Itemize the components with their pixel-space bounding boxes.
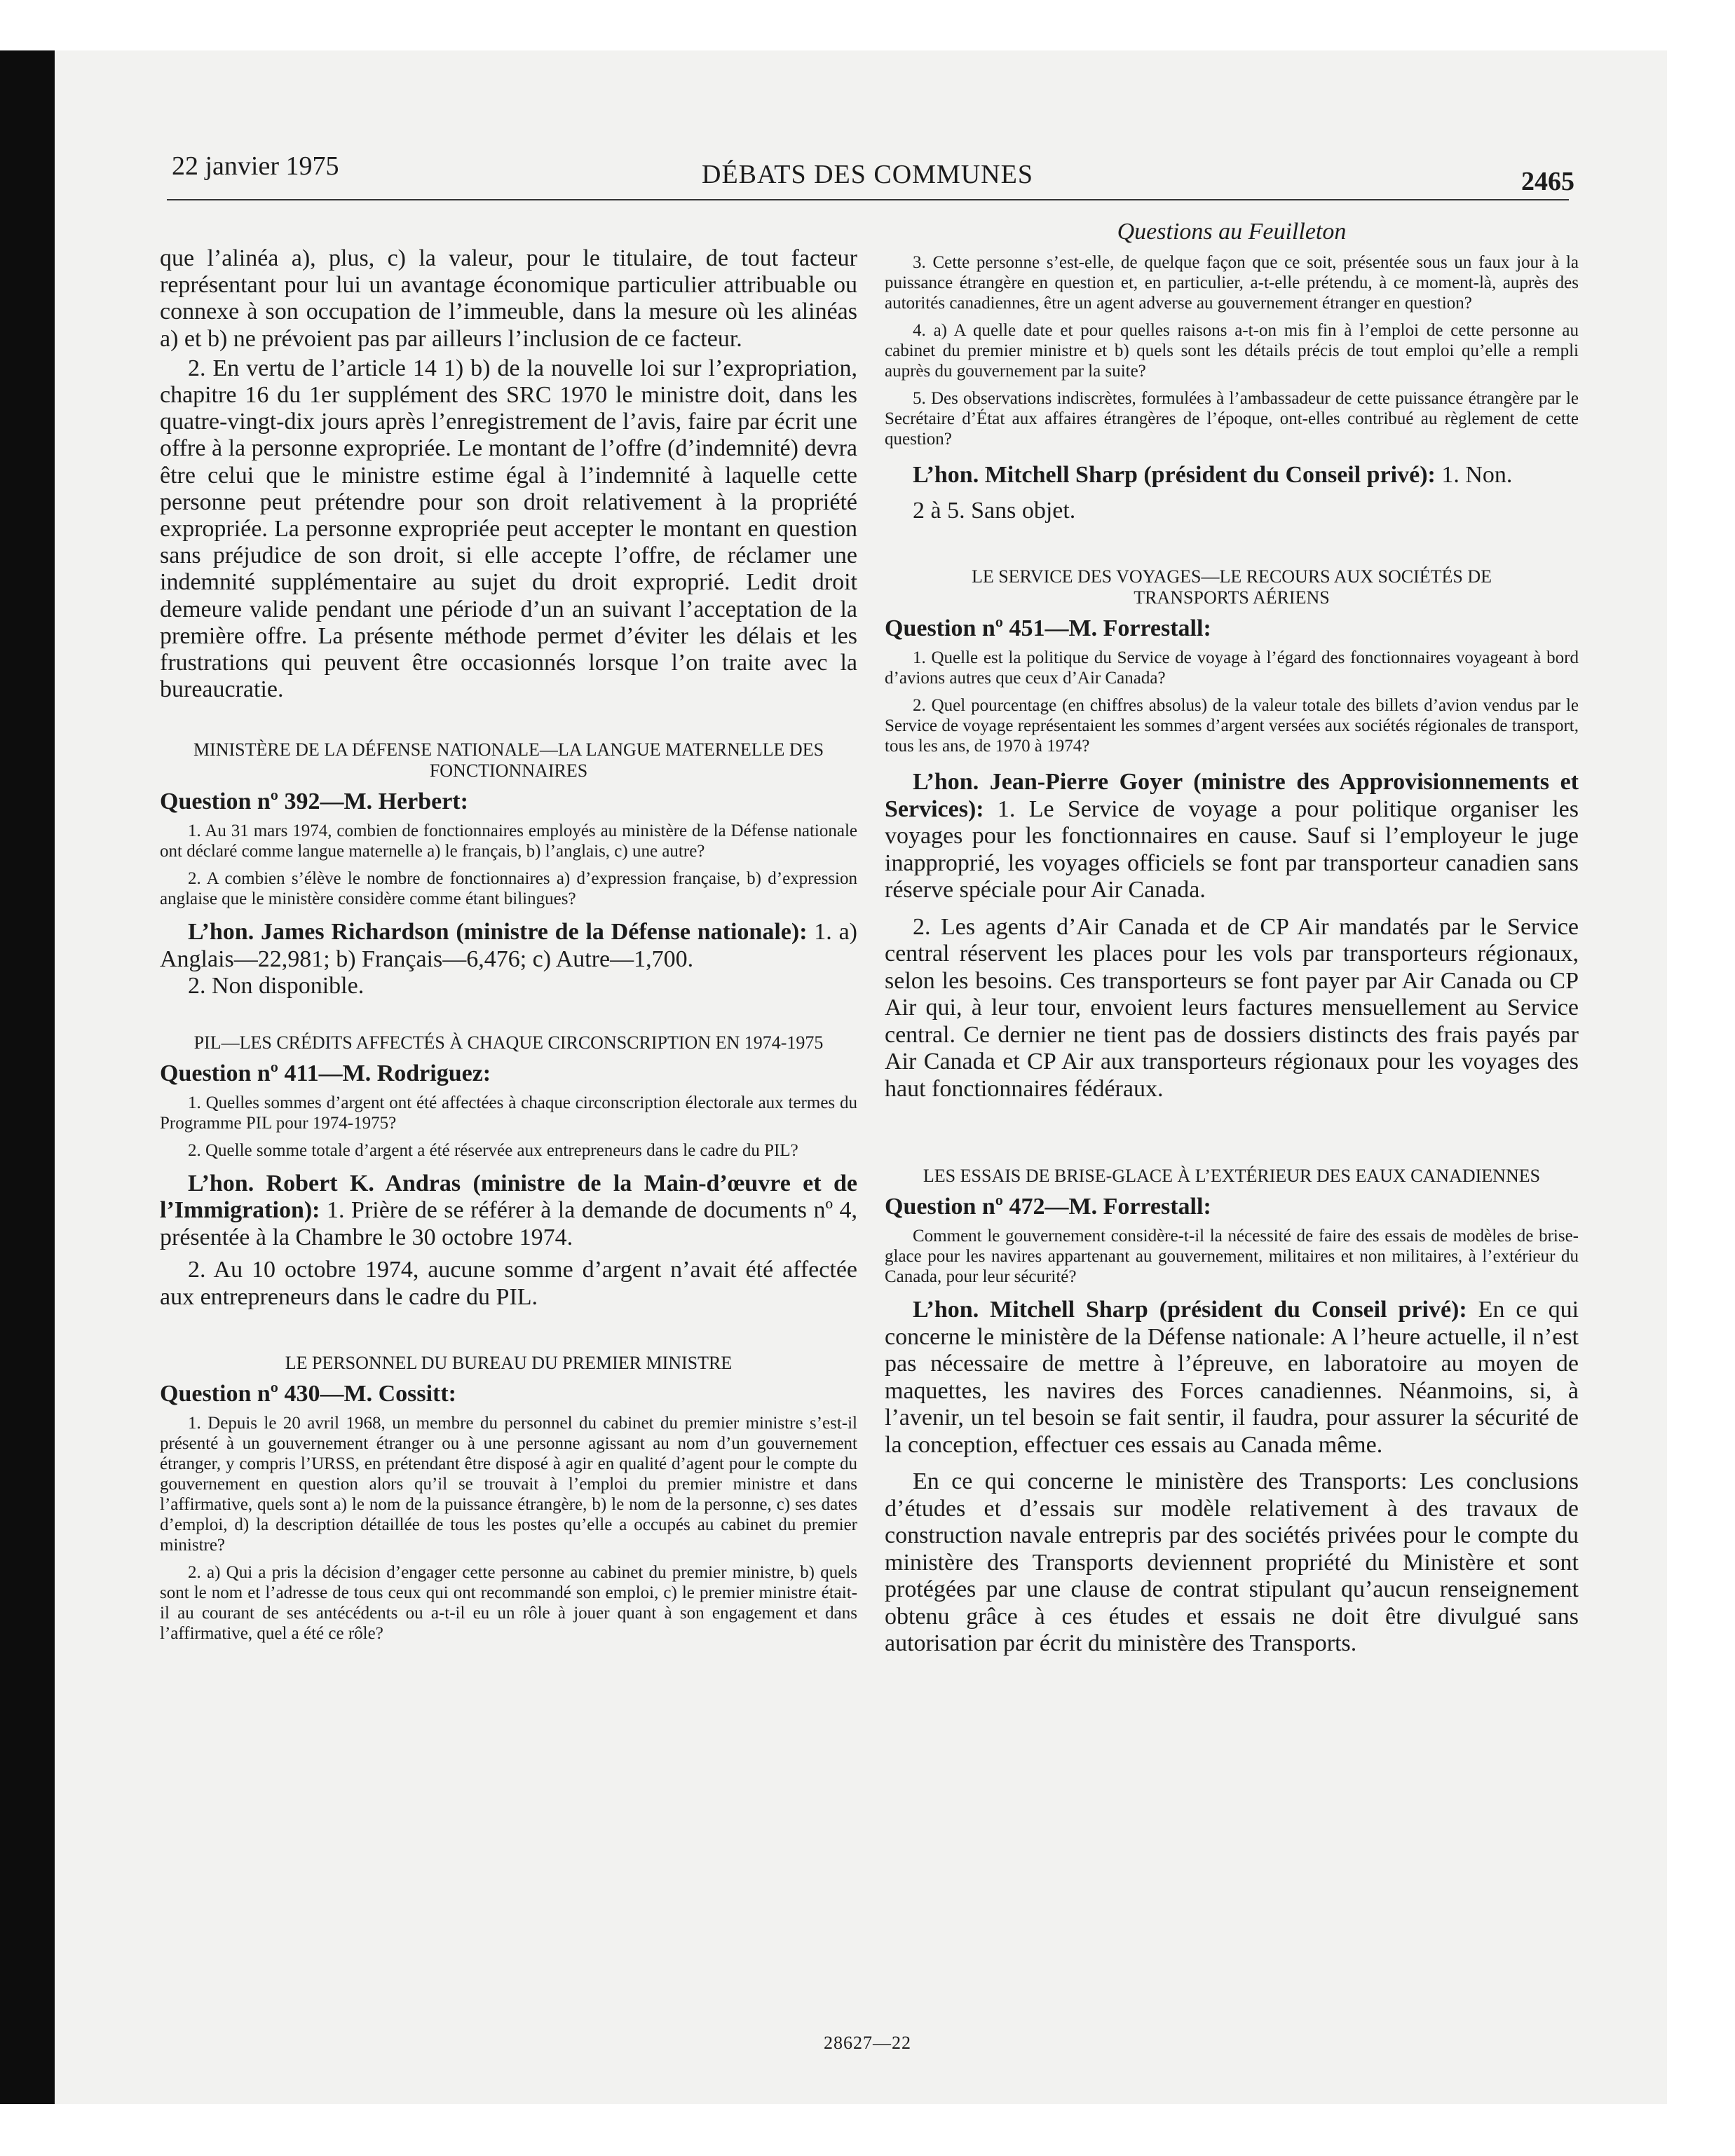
question-text: 3. Cette personne s’est-elle, de quelque façon que ce soit, présentée sous un faux jour à la puissance étrangère en question et, en particulier, a-t-elle prétendu, à ce moment-là, auprès des autorités canadiennes, être un agent adverse au gouvernement étranger en question?: [885, 253, 1579, 313]
answer: 2. Les agents d’Air Canada et de CP Air mandatés par le Service central réservent les places pour les vols par transporteurs régionaux, selon les besoins. Ces transporteurs se font payer par Air Canada ou CP Air qui, à leur tour, envoient leurs factures mensuellement au Service central. Ce dernier ne tient pas de dossiers distincts des frais payés par Air Canada et CP Air aux transporteurs régionaux pour les voyages des haut fonctionnaires fédéraux.: [885, 913, 1579, 1102]
answer: 2. Au 10 octobre 1974, aucune somme d’argent n’avait été affectée aux entrepreneurs dans le cadre du PIL.: [160, 1257, 857, 1310]
question-heading: [160, 1381, 857, 1407]
right-column: [885, 210, 1579, 1658]
question-label: Question nº 411—M. Rodriguez:: [160, 1060, 491, 1086]
speaker: L’hon. Mitchell Sharp (président du Conseil privé):: [913, 1297, 1467, 1323]
answer-text: 1. Non.: [1441, 462, 1513, 488]
question-text: 2. Quelle somme totale d’argent a été réservée aux entrepreneurs dans le cadre du PIL?: [188, 1140, 798, 1160]
answer: 2 à 5. Sans objet.: [913, 497, 1076, 524]
header-rule: [167, 199, 1569, 200]
answer-text: 1. Prière de se référer à la demande de documents nº 4, présentée à la Chambre le 30 octobre 1974.: [160, 1197, 858, 1250]
header-title: DÉBATS DES COMMUNES: [702, 160, 1033, 189]
section-heading: Questions au Feuilleton: [1117, 219, 1347, 245]
question-text: 2. A combien s’élève le nombre de fonctionnaires a) d’expression française, b) d’expression anglaise que le ministère considère comme étant bilingues?: [160, 869, 857, 909]
answer: [885, 1297, 1579, 1459]
question-heading: [885, 615, 1579, 642]
scan-edge-left: [0, 50, 55, 2104]
question-text: 1. Au 31 mars 1974, combien de fonctionnaires employés au ministère de la Défense nationale ont déclaré comme langue maternelle a) le français, b) l’anglais, c) une autre?: [160, 821, 857, 861]
header-date: 22 janvier 1975: [172, 151, 339, 181]
speaker: L’hon. James Richardson (ministre de la Défense nationale):: [188, 919, 808, 946]
answer: [160, 919, 857, 973]
question-heading: [160, 1060, 857, 1087]
question-text: 4. a) A quelle date et pour quelles raisons a-t-on mis fin à l’emploi de cette personne au cabinet du premier ministre et b) quels sont les détails précis de tout emploi qu’elle a rempli auprès du gouvernement par la suite?: [885, 321, 1579, 381]
answer: En ce qui concerne le ministère des Transports: Les conclusions d’études et d’essais sur modèle relativement à des travaux de construction navale entrepris par des sociétés privées pour le compte du ministère des Transports deviennent propriété du Ministère et sont protégées par une clause de contrat stipulant qu’aucun renseignement obtenu grâce à ces études et essais ne doit être divulgué sans autorisation par écrit du ministère des Transports.: [885, 1468, 1579, 1656]
question-text: Comment le gouvernement considère-t-il la nécessité de faire des essais de modèles de brise-glace pour les navires appartenant au gouvernement, militaires et non militaires, à l’extérieur du Canada, pour leur sécurité?: [885, 1227, 1579, 1286]
speaker: L’hon. Robert K. Andras (ministre de la Main-d’œuvre et de l’Immigration):: [160, 1170, 857, 1224]
question-text: 1. Depuis le 20 avril 1968, un membre du personnel du cabinet du premier ministre s’est-il présenté à un gouvernement étranger ou à une personne agissant au nom d’un gouvernement étranger, y compris l’URSS, en prétendant être disposé à agir en qualité d’agent pour le compte du gouvernement en question alors qu’il se trouvait à l’emploi du premier ministre et dans l’affirmative, quels sont a) le nom de la puissance étrangère, b) le nom de la personne, c) ses dates d’emploi, d) la description détaillée de tous les postes qu’elle a occupés au cabinet du premier ministre?: [160, 1414, 857, 1555]
answer-text: En ce qui concerne le ministère de la Défense nationale: A l’heure actuelle, il n’est pas nécessaire de mettre à l’épreuve, en laboratoire au moyen de maquettes, les navires des Forces canadiennes. Néanmoins, si, à l’avenir, un tel besoin se fait sentir, il faudra, pour assurer la sécurité de la conception, effectuer ces essais au Canada même.: [885, 1297, 1579, 1458]
answer: [885, 769, 1579, 904]
answer: 2. Non disponible.: [188, 973, 365, 999]
section-title: LES ESSAIS DE BRISE-GLACE À L’EXTÉRIEUR DES EAUX CANADIENNES: [923, 1166, 1541, 1186]
answer-text: 1. a) Anglais—22,981; b) Français—6,476; c) Autre—1,700.: [160, 919, 857, 972]
speaker: L’hon. Mitchell Sharp (président du Conseil privé):: [913, 462, 1436, 488]
question-label: Question nº 430—M. Cossitt:: [160, 1381, 457, 1407]
section-title: MINISTÈRE DE LA DÉFENSE NATIONALE—LA LANGUE MATERNELLE DES FONCTIONNAIRES: [193, 739, 824, 782]
question-label: Question nº 392—M. Herbert:: [160, 789, 468, 815]
answer-text: 1. Le Service de voyage a pour politique organiser les voyages pour les fonctionnaires en cause. Sauf si l’employeur le juge inapproprié, les voyages officiels se font par transporteur canadien sans réserve spéciale pour Air Canada.: [885, 796, 1579, 903]
header-page-number: 2465: [1521, 167, 1574, 196]
footer-code: 28627—22: [824, 2033, 911, 2053]
scan-margin-top: [0, 0, 1735, 50]
paragraph: 2. En vertu de l’article 14 1) b) de la nouvelle loi sur l’expropriation, chapitre 16 du 1er supplément des SRC 1970 le ministre doit, dans les quatre-vingt-dix jours après l’enregistrement de l’avis, faire par écrit une offre à la personne expropriée. Le montant de l’offre (d’indemnité) devra être celui que le ministre estime égal à l’indemnité à laquelle cette personne peut prétendre pour son droit relativement à la propriété expropriée. La personne expropriée peut accepter le montant en question sans préjudice de son droit, si elle accepte l’offre, de réclamer une indemnité supplémentaire au sujet du droit exproprié. Ledit droit demeure valide pendant une période d’un an suivant l’acceptation de la première offre. La présente méthode permet d’éviter les délais et les frustrations qui peuvent être occasionnés lorsque l’on traite avec la bureaucratie.: [160, 355, 857, 703]
question-label: Question nº 472—M. Forrestall:: [885, 1194, 1211, 1220]
question-label: Question nº 451—M. Forrestall:: [885, 615, 1211, 641]
left-column: [160, 210, 857, 1651]
question-text: 1. Quelles sommes d’argent ont été affectées à chaque circonscription électorale aux termes du Programme PIL pour 1974-1975?: [160, 1093, 857, 1133]
answer: [885, 462, 1579, 489]
section-title: PIL—LES CRÉDITS AFFECTÉS À CHAQUE CIRCONSCRIPTION EN 1974-1975: [193, 1032, 824, 1053]
paragraph: que l’alinéa a), plus, c) la valeur, pour le titulaire, de tout facteur représentant pour lui un avantage économique particulier attribuable ou connexe à son occupation de l’immeuble, dans la mesure où les alinéas a) et b) ne prévoient pas par ailleurs l’inclusion de ce facteur.: [160, 245, 857, 352]
question-text: 2. Quel pourcentage (en chiffres absolus) de la valeur totale des billets d’avion vendus par le Service de voyage représentaient les sommes d’argent versées aux sociétés régionales de transport, tous les ans, de 1970 à 1974?: [885, 696, 1579, 756]
speaker: L’hon. Jean-Pierre Goyer (ministre des Approvisionnements et Services):: [885, 769, 1579, 822]
question-text: 2. a) Qui a pris la décision d’engager cette personne au cabinet du premier ministre, b) quels sont le nom et l’adresse de tous ceux qui ont recommandé son emploi, c) le premier ministre était-il au courant de ses antécédents ou a-t-il eu un rôle à jouer quant à son engagement et dans l’affirmative, quel a été ce rôle?: [160, 1563, 857, 1644]
question-text: 1. Quelle est la politique du Service de voyage à l’égard des fonctionnaires voyageant à bord d’avions autres que ceux d’Air Canada?: [885, 648, 1579, 688]
section-title: LE PERSONNEL DU BUREAU DU PREMIER MINISTRE: [285, 1353, 733, 1374]
question-heading: [885, 1194, 1579, 1220]
question-heading: [160, 789, 857, 815]
section-title: LE SERVICE DES VOYAGES—LE RECOURS AUX SOCIÉTÉS DE TRANSPORTS AÉRIENS: [971, 566, 1492, 608]
answer: [160, 1171, 857, 1252]
question-text: 5. Des observations indiscrètes, formulées à l’ambassadeur de cette puissance étrangère par le Secrétaire d’État aux affaires étrangères de l’époque, ont-elles contribué au règlement de cette question?: [885, 389, 1579, 449]
